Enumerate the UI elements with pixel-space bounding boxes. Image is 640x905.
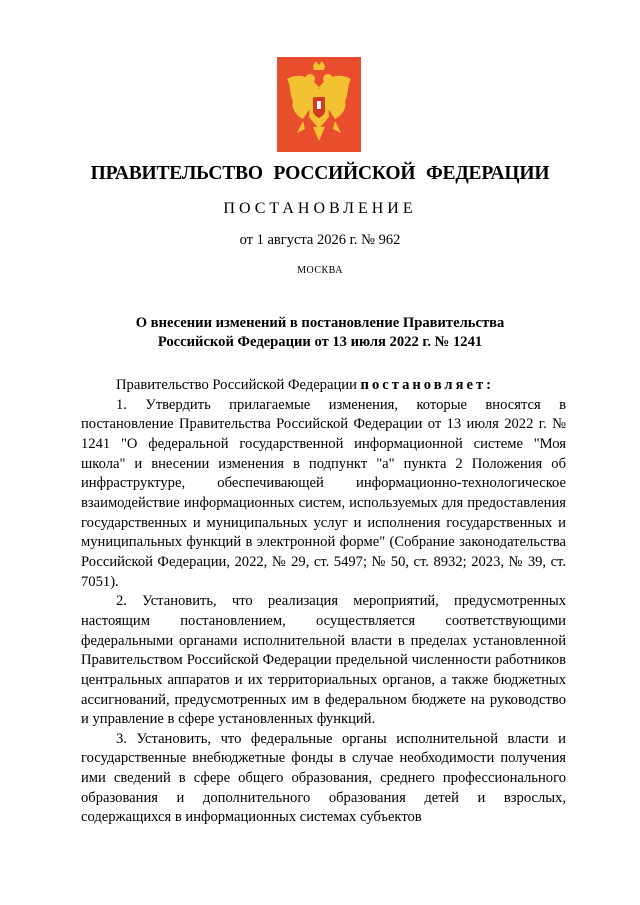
russian-coat-of-arms-emblem bbox=[277, 57, 361, 152]
city-name: МОСКВА bbox=[297, 265, 343, 276]
document-type-title: ПОСТАНОВЛЕНИЕ bbox=[223, 200, 417, 217]
decree-subject bbox=[100, 314, 540, 352]
decree-date-number: от 1 августа 2026 г. № 962 bbox=[239, 232, 401, 248]
preamble-paragraph bbox=[81, 376, 566, 396]
government-title: ПРАВИТЕЛЬСТВО РОССИЙСКОЙ ФЕДЕРАЦИИ bbox=[90, 163, 550, 184]
subject-line-1: О внесении изменений в постановление Правительства bbox=[135, 315, 505, 331]
paragraph-3: 3. Установить, что федеральные органы исполнительной власти и государственные внебюджетные фонды в случае необходимости получения ими сведений в сфере общего образования, среднего профессионального образования и дополнительного образования детей и взрослых, содержащихся в информационных системах субъектов bbox=[81, 730, 566, 826]
preamble-text: Правительство Российской Федерации bbox=[116, 377, 361, 393]
paragraph-2: 2. Установить, что реализация мероприятий, предусмотренных настоящим постановлением, осуществляется соответствующими федеральными органами исполнительной власти в пределах установленной Правительством Российской Федерации предельной численности работников центральных аппаратов и их территориальных органов, а также бюджетных ассигнований, предусмотренных им в федеральном бюджете на руководство и управление в сфере установленных функций. bbox=[81, 593, 566, 728]
decree-body bbox=[81, 376, 566, 828]
subject-line-2: Российской Федерации от 13 июля 2022 г. № 1241 bbox=[157, 334, 483, 350]
paragraph-1: 1. Утвердить прилагаемые изменения, которые вносятся в постановление Правительства Российской Федерации от 13 июля 2022 г. № 1241 "О федеральной государственной информационной системе "Моя школа" и внесении изменения в подпункт "а" пункта 2 Положения об инфраструктуре, обеспечивающей информационно-технологическое взаимодействие информационных систем, используемых для предоставления государственных и муниципальных услуг и исполнения государственных и муниципальных функций в электронной форме" (Собрание законодательства Российской Федерации, 2022, № 29, ст. 5497; № 50, ст. 8932; 2023, № 39, ст. 7051). bbox=[81, 396, 566, 590]
resolves-word: постановляет: bbox=[360, 377, 494, 393]
double-headed-eagle-icon bbox=[277, 57, 361, 152]
